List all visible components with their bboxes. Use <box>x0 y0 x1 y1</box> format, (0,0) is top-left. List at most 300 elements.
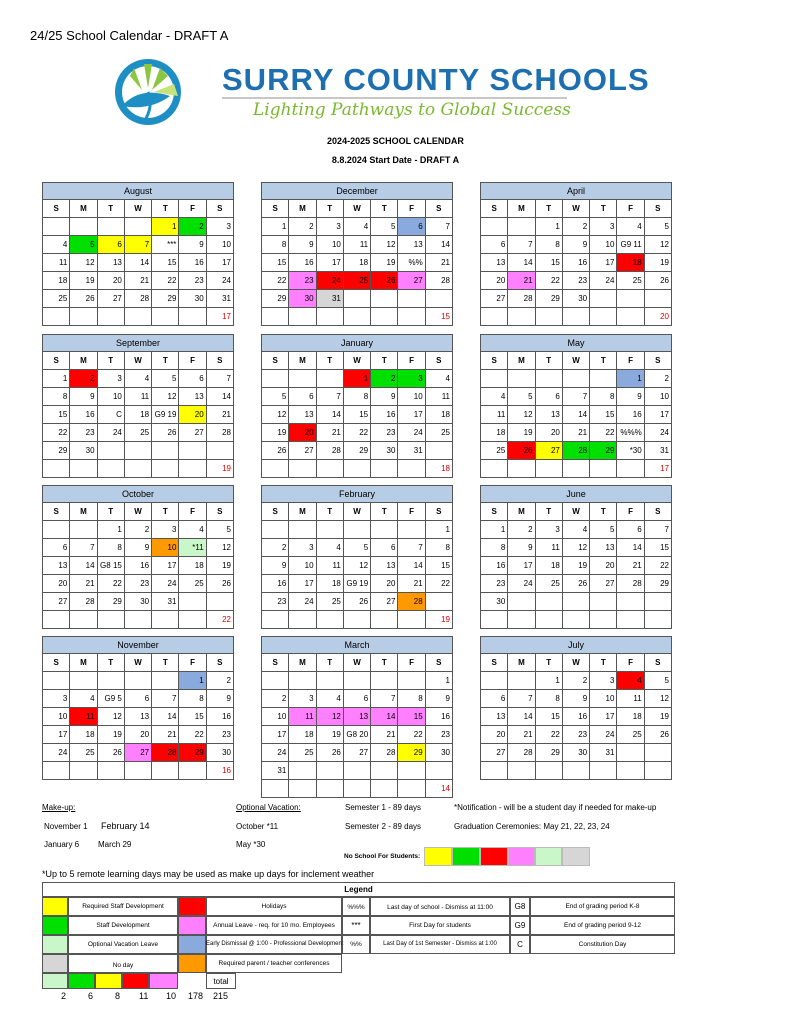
day-cell: 4 <box>317 690 344 708</box>
day-cell: 30 <box>563 744 590 762</box>
day-cell <box>262 780 289 798</box>
semester-2: Semester 2 - 89 days <box>345 822 422 831</box>
day-cell <box>563 611 590 629</box>
day-cell: 2 <box>125 521 152 539</box>
day-cell: 5 <box>344 539 371 557</box>
day-cell: 17 <box>289 575 316 593</box>
day-cell: 13 <box>125 708 152 726</box>
day-cell: 27 <box>98 290 125 308</box>
day-cell: 11 <box>289 708 316 726</box>
day-cell: 28 <box>125 290 152 308</box>
day-cell <box>508 370 535 388</box>
day-cell <box>179 308 206 326</box>
day-cell: 19 <box>98 726 125 744</box>
day-cell: 31 <box>590 744 617 762</box>
day-cell: 11 <box>317 557 344 575</box>
day-cell: 12 <box>262 406 289 424</box>
day-cell: 20 <box>371 575 398 593</box>
day-cell: 29 <box>536 290 563 308</box>
day-cell: 5 <box>262 388 289 406</box>
day-cell <box>70 460 97 478</box>
day-header: W <box>563 200 590 218</box>
day-cell: 18 <box>43 272 70 290</box>
day-cell: 10 <box>289 557 316 575</box>
day-cell: 26 <box>152 424 179 442</box>
day-cell: 23 <box>262 593 289 611</box>
month-title: September <box>43 335 234 352</box>
day-cell <box>398 521 425 539</box>
day-cell: G9 19 <box>152 406 179 424</box>
day-cell <box>43 460 70 478</box>
day-cell: 15 <box>590 406 617 424</box>
day-cell <box>125 672 152 690</box>
day-cell: 22 <box>344 424 371 442</box>
day-cell: 8 <box>426 539 453 557</box>
day-cell <box>98 611 125 629</box>
day-cell <box>125 218 152 236</box>
day-cell: 12 <box>317 708 344 726</box>
day-cell: 14 <box>152 708 179 726</box>
day-cell: 30 <box>289 290 316 308</box>
day-cell <box>289 521 316 539</box>
day-cell: 9 <box>179 236 206 254</box>
day-cell: 9 <box>207 690 234 708</box>
day-cell: 29 <box>98 593 125 611</box>
legend-code: %%% <box>347 904 365 911</box>
day-cell <box>344 780 371 798</box>
day-cell: 12 <box>371 236 398 254</box>
day-header: S <box>645 654 672 672</box>
day-cell: 14 <box>508 254 535 272</box>
day-cell: 27 <box>481 290 508 308</box>
legend-label: Early Dismissal @ 1:00 - Professional Development <box>206 941 344 947</box>
day-cell <box>152 460 179 478</box>
day-cell: 6 <box>179 370 206 388</box>
day-cell: 16 <box>179 254 206 272</box>
day-cell: 5 <box>207 521 234 539</box>
surry-logo-icon <box>110 56 190 128</box>
day-cell: 4 <box>125 370 152 388</box>
day-cell: 22 <box>152 272 179 290</box>
day-cell: 6 <box>289 388 316 406</box>
total-value: 10 <box>166 991 177 1001</box>
day-cell <box>344 290 371 308</box>
day-cell: 23 <box>563 272 590 290</box>
day-cell <box>590 460 617 478</box>
day-header: S <box>426 352 453 370</box>
day-cell <box>398 672 425 690</box>
total-swatch <box>122 973 149 989</box>
legend-swatch <box>42 954 68 973</box>
day-cell: 21 <box>371 726 398 744</box>
day-cell <box>289 780 316 798</box>
legend-code: %% <box>350 941 362 948</box>
day-cell <box>590 611 617 629</box>
day-cell: 4 <box>70 690 97 708</box>
day-cell: 2 <box>70 370 97 388</box>
day-cell: 13 <box>43 557 70 575</box>
day-cell <box>344 521 371 539</box>
legend-code: C <box>517 940 523 949</box>
day-cell: 11 <box>617 690 644 708</box>
day-cell: 24 <box>262 744 289 762</box>
day-cell <box>344 611 371 629</box>
day-cell: 23 <box>426 726 453 744</box>
day-cell: 23 <box>125 575 152 593</box>
day-cell: 27 <box>43 593 70 611</box>
day-cell <box>262 672 289 690</box>
day-header: T <box>317 352 344 370</box>
optional-date: May *30 <box>236 840 266 849</box>
day-cell: 3 <box>590 218 617 236</box>
day-cell <box>590 308 617 326</box>
day-cell: 23 <box>371 424 398 442</box>
day-cell: 3 <box>317 218 344 236</box>
day-cell <box>70 308 97 326</box>
day-cell: 10 <box>590 690 617 708</box>
day-cell: 11 <box>344 236 371 254</box>
day-cell: 28 <box>317 442 344 460</box>
day-cell: 19 <box>563 557 590 575</box>
day-cell: 24 <box>508 575 535 593</box>
day-header: F <box>617 352 644 370</box>
month-title: January <box>262 335 453 352</box>
day-cell <box>317 762 344 780</box>
day-cell: 20 <box>125 726 152 744</box>
day-cell: 18 <box>179 557 206 575</box>
day-cell <box>508 218 535 236</box>
day-cell <box>98 218 125 236</box>
day-cell <box>371 611 398 629</box>
day-cell <box>43 611 70 629</box>
day-cell: 29 <box>152 290 179 308</box>
legend-code-label: Last day of school - Dismiss at 11:00 <box>387 904 493 911</box>
day-cell: 12 <box>207 539 234 557</box>
day-header: F <box>617 654 644 672</box>
month-total: 17 <box>207 308 234 326</box>
month-title: June <box>481 486 672 503</box>
total-value: 215 <box>213 991 229 1001</box>
no-school-swatch-green <box>452 847 480 866</box>
day-header: S <box>426 503 453 521</box>
day-cell: 17 <box>262 726 289 744</box>
day-header: S <box>207 503 234 521</box>
month-title: April <box>481 183 672 200</box>
day-cell: 20 <box>481 726 508 744</box>
total-swatch <box>149 973 178 989</box>
day-cell: 8 <box>344 388 371 406</box>
day-cell <box>536 762 563 780</box>
day-cell: 4 <box>344 218 371 236</box>
day-cell: 19 <box>317 726 344 744</box>
day-cell: 22 <box>536 272 563 290</box>
day-cell <box>317 672 344 690</box>
day-cell: 14 <box>563 406 590 424</box>
legend-label: Required parent / teacher conferences <box>218 960 330 967</box>
optional-date: October *11 <box>236 822 279 831</box>
day-cell: 3 <box>43 690 70 708</box>
day-cell <box>398 290 425 308</box>
month-august <box>42 182 234 326</box>
day-cell: 10 <box>98 388 125 406</box>
total-value: 11 <box>139 991 149 1001</box>
day-cell <box>426 762 453 780</box>
day-cell: 28 <box>617 575 644 593</box>
day-cell <box>371 762 398 780</box>
day-cell <box>317 780 344 798</box>
day-cell: 2 <box>262 539 289 557</box>
day-cell: 25 <box>70 744 97 762</box>
day-cell: 6 <box>481 690 508 708</box>
day-header: T <box>371 200 398 218</box>
day-cell: 11 <box>70 708 97 726</box>
day-cell: 1 <box>344 370 371 388</box>
day-cell: 22 <box>262 272 289 290</box>
day-cell: 2 <box>262 690 289 708</box>
day-cell: 19 <box>70 272 97 290</box>
day-cell: 22 <box>43 424 70 442</box>
day-header: S <box>43 352 70 370</box>
day-cell: 28 <box>508 290 535 308</box>
total-swatch <box>95 973 122 989</box>
day-cell: 1 <box>536 672 563 690</box>
day-header: F <box>398 503 425 521</box>
day-cell: 18 <box>70 726 97 744</box>
day-cell: 9 <box>563 690 590 708</box>
day-cell <box>536 460 563 478</box>
day-header: F <box>617 200 644 218</box>
day-cell <box>508 672 535 690</box>
day-cell: *** <box>152 236 179 254</box>
day-header: M <box>508 200 535 218</box>
day-cell: 27 <box>481 744 508 762</box>
day-cell: 3 <box>289 539 316 557</box>
day-cell: 1 <box>152 218 179 236</box>
day-cell <box>262 611 289 629</box>
month-title: October <box>43 486 234 503</box>
day-cell: 29 <box>43 442 70 460</box>
day-cell: 19 <box>262 424 289 442</box>
day-cell <box>98 762 125 780</box>
month-march <box>261 636 453 798</box>
day-cell: 9 <box>508 539 535 557</box>
graduation-note: Graduation Ceremonies: May 21, 22, 23, 24 <box>454 822 610 831</box>
day-cell <box>179 460 206 478</box>
day-cell: 24 <box>317 272 344 290</box>
day-header: T <box>317 654 344 672</box>
day-cell: 16 <box>371 406 398 424</box>
month-total: 19 <box>207 460 234 478</box>
legend-swatch <box>42 897 68 916</box>
day-cell: 12 <box>70 254 97 272</box>
day-cell: 7 <box>508 690 535 708</box>
legend-label: Annual Leave - req. for 10 mo. Employees <box>213 922 335 929</box>
day-cell <box>317 308 344 326</box>
day-header: T <box>536 200 563 218</box>
day-cell: 10 <box>207 236 234 254</box>
day-cell <box>179 442 206 460</box>
day-cell <box>289 460 316 478</box>
day-cell: 3 <box>152 521 179 539</box>
calendar-title: 2024-2025 SCHOOL CALENDAR <box>327 136 464 146</box>
day-cell <box>98 672 125 690</box>
day-cell: 13 <box>481 254 508 272</box>
legend-code-label: Last Day of 1st Semester - Dismiss at 1:00 <box>383 941 497 947</box>
day-cell: 20 <box>536 424 563 442</box>
day-cell: 13 <box>179 388 206 406</box>
month-total: 17 <box>645 460 672 478</box>
day-header: T <box>98 200 125 218</box>
day-cell: 20 <box>590 557 617 575</box>
day-cell: 23 <box>481 575 508 593</box>
day-cell: 2 <box>179 218 206 236</box>
day-cell <box>289 672 316 690</box>
no-school-swatch-lightgreen <box>535 847 562 866</box>
day-cell: 5 <box>152 370 179 388</box>
day-cell <box>317 611 344 629</box>
day-cell: 7 <box>645 521 672 539</box>
day-cell: 11 <box>536 539 563 557</box>
day-header: W <box>344 200 371 218</box>
month-september <box>42 334 234 478</box>
day-cell <box>152 611 179 629</box>
day-cell: 21 <box>398 575 425 593</box>
legend-label: Staff Development <box>96 922 150 929</box>
day-cell: 30 <box>371 442 398 460</box>
day-cell: 10 <box>590 236 617 254</box>
day-cell <box>43 762 70 780</box>
month-november <box>42 636 234 780</box>
day-cell: 2 <box>371 370 398 388</box>
day-header: M <box>70 200 97 218</box>
day-cell <box>508 611 535 629</box>
day-header: W <box>125 352 152 370</box>
day-cell <box>617 460 644 478</box>
legend-code-label: Constitution Day <box>578 941 627 948</box>
day-cell: 14 <box>508 708 535 726</box>
day-header: W <box>563 352 590 370</box>
day-cell: 25 <box>617 726 644 744</box>
day-cell <box>481 611 508 629</box>
day-cell: 27 <box>344 744 371 762</box>
legend-code-label: End of grading period 9-12 <box>564 922 641 929</box>
day-header: T <box>98 503 125 521</box>
day-cell: 7 <box>317 388 344 406</box>
day-cell: 22 <box>179 726 206 744</box>
day-header: S <box>426 200 453 218</box>
makeup-date: February 14 <box>101 821 150 831</box>
day-cell: 27 <box>398 272 425 290</box>
day-cell: 30 <box>179 290 206 308</box>
day-header: F <box>179 352 206 370</box>
day-cell <box>481 218 508 236</box>
day-cell: 31 <box>262 762 289 780</box>
day-header: S <box>481 352 508 370</box>
month-title: March <box>262 637 453 654</box>
day-cell: 14 <box>398 557 425 575</box>
day-cell: 31 <box>645 442 672 460</box>
day-header: M <box>508 654 535 672</box>
day-cell <box>508 762 535 780</box>
day-cell: 8 <box>43 388 70 406</box>
day-cell: 25 <box>289 744 316 762</box>
month-total <box>645 611 672 629</box>
legend-label: Optional Vacation Leave <box>87 941 159 948</box>
day-cell: 13 <box>481 708 508 726</box>
no-school-swatch-gray <box>562 847 590 866</box>
day-cell: 29 <box>262 290 289 308</box>
day-cell: 11 <box>43 254 70 272</box>
day-cell: 30 <box>563 290 590 308</box>
day-header: T <box>536 503 563 521</box>
day-cell: 16 <box>125 557 152 575</box>
day-cell: 18 <box>317 575 344 593</box>
day-cell: 21 <box>317 424 344 442</box>
day-header: T <box>152 200 179 218</box>
day-cell: 6 <box>125 690 152 708</box>
day-cell: 29 <box>645 575 672 593</box>
day-cell <box>344 672 371 690</box>
total-value: 178 <box>188 991 204 1001</box>
total-value: 6 <box>88 991 94 1001</box>
day-cell: 27 <box>179 424 206 442</box>
day-header: S <box>481 200 508 218</box>
month-october <box>42 485 234 629</box>
day-cell: 18 <box>481 424 508 442</box>
day-header: M <box>289 352 316 370</box>
day-cell: 10 <box>645 388 672 406</box>
day-cell: 6 <box>371 539 398 557</box>
day-cell: 18 <box>125 406 152 424</box>
day-cell: 25 <box>317 593 344 611</box>
legend-swatch <box>178 897 206 916</box>
day-cell: 29 <box>536 744 563 762</box>
day-cell: 11 <box>426 388 453 406</box>
day-cell <box>617 611 644 629</box>
day-cell: 6 <box>617 521 644 539</box>
makeup-date: November 1 <box>44 822 88 831</box>
day-cell: 20 <box>179 406 206 424</box>
day-cell: 7 <box>398 539 425 557</box>
day-cell: G9 5 <box>98 690 125 708</box>
day-header: T <box>590 352 617 370</box>
day-cell: 22 <box>590 424 617 442</box>
day-cell: 13 <box>371 557 398 575</box>
day-cell: 25 <box>43 290 70 308</box>
day-cell: 2 <box>563 218 590 236</box>
day-cell <box>43 521 70 539</box>
day-cell: 29 <box>179 744 206 762</box>
day-cell: 13 <box>398 236 425 254</box>
month-february <box>261 485 453 629</box>
brand-tagline: Lighting Pathways to Global Success <box>253 100 571 120</box>
day-cell: 26 <box>317 744 344 762</box>
day-cell <box>70 218 97 236</box>
day-cell: 31 <box>398 442 425 460</box>
day-header: T <box>371 352 398 370</box>
day-cell: 9 <box>371 388 398 406</box>
day-cell: 22 <box>98 575 125 593</box>
day-cell: 1 <box>98 521 125 539</box>
day-cell <box>289 762 316 780</box>
day-cell: 30 <box>207 744 234 762</box>
day-cell: 3 <box>536 521 563 539</box>
day-cell <box>344 308 371 326</box>
day-cell: 8 <box>536 236 563 254</box>
day-cell <box>398 308 425 326</box>
day-header: S <box>43 503 70 521</box>
day-cell <box>317 460 344 478</box>
